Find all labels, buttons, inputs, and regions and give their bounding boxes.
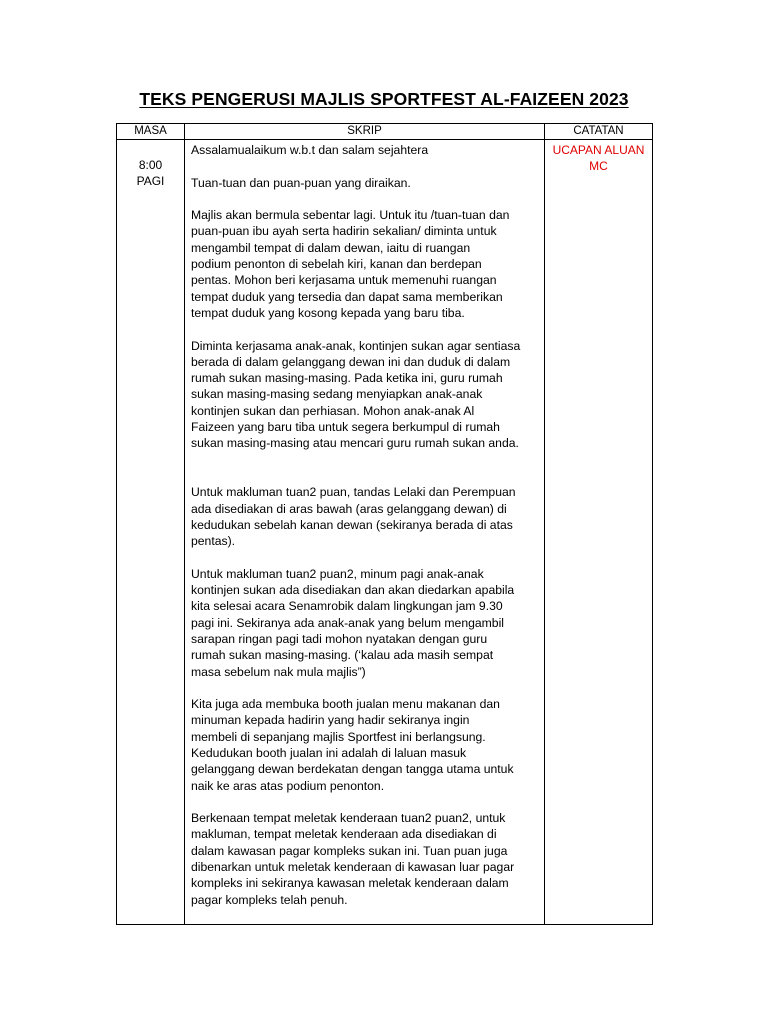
skrip-paragraph-parking: Berkenaan tempat meletak kenderaan tuan2 puan2, untuk makluman, tempat meletak kenderaan ada disediakan di dalam kawasan pagar kompleks sukan ini. Tuan puan juga dibenarkan untuk meletak kenderaan di kawasan luar pagar kompleks ini sekiranya kawasan meletak kenderaan dalam pagar kompleks telah penuh. [191, 811, 515, 907]
header-skrip: SKRIP [185, 124, 545, 140]
script-table [116, 123, 653, 925]
masa-time: 8:00 [138, 158, 163, 172]
masa-cell [117, 140, 185, 925]
skrip-paragraph-welcome: Tuan-tuan dan puan-puan yang diraikan. [191, 175, 411, 190]
skrip-paragraph-seating: Majlis akan bermula sebentar lagi. Untuk itu /tuan-tuan dan puan-puan ibu ayah serta hadirin sekalian/ diminta untuk mengambil tempat di dalam dewan, iaitu di ruangan podium penonton di sebelah kiri, kanan dan berdepan pentas. Mohon beri kerjasama untuk memenuhi ruangan tempat duduk yang tersedia dan dapat sama memberikan tempat duduk yang kosong kepada yang baru tiba. [191, 208, 510, 320]
table-header-row [117, 124, 653, 140]
skrip-paragraph-breakfast: Untuk makluman tuan2 puan2, minum pagi anak-anak kontinjen sukan ada disediakan dan akan diedarkan apabila kita selesai acara Senamrobik dalam lingkungan jam 9.30 pagi ini. Sekiranya ada anak-anak yang belum mengambil sarapan ringan pagi tadi mohon nyatakan dengan guru rumah sukan masing-masing. (‘kalau ada masih sempat masa sebelum nak mula majlis”) [191, 566, 515, 679]
page-title: TEKS PENGERUSI MAJLIS SPORTFEST AL-FAIZEEN 2023 [139, 89, 629, 109]
header-masa: MASA [117, 124, 185, 140]
skrip-cell [185, 140, 545, 925]
catatan-cell [545, 140, 653, 925]
header-catatan: CATATAN [545, 124, 653, 140]
skrip-paragraph-toilets: Untuk makluman tuan2 puan, tandas Lelaki dan Perempuan ada disediakan di aras bawah (aras gelanggang dewan) di kedudukan sebelah kanan dewan (sekiranya berada di atas pentas). [191, 485, 516, 549]
table-row [117, 140, 653, 925]
skrip-paragraph-contingent: Diminta kerjasama anak-anak, kontinjen sukan agar sentiasa berada di dalam gelanggang dewan ini dan duduk di dalam rumah sukan masing-masing. Pada ketika ini, guru rumah sukan masing-masing sedang menyiapkan anak-anak kontinjen sukan dan perhiasan. Mohon anak-anak Al Faizeen yang baru tiba untuk segera berkumpul di rumah sukan masing-masing atau mencari guru rumah sukan anda. [191, 338, 521, 451]
skrip-paragraph-booth: Kita juga ada membuka booth jualan menu makanan dan minuman kepada hadirin yang hadir sekiranya ingin membeli di sepanjang majlis Sportfest ini berlangsung. Kedudukan booth jualan ini adalah di laluan masuk gelanggang dewan berdekatan dengan tangga utama untuk naik ke aras atas podium penonton. [191, 697, 514, 793]
catatan-note: UCAPAN ALUAN MC [552, 143, 645, 174]
skrip-paragraph-greeting: Assalamualaikum w.b.t dan salam sejahtera [191, 143, 429, 157]
masa-period: PAGI [136, 174, 165, 189]
